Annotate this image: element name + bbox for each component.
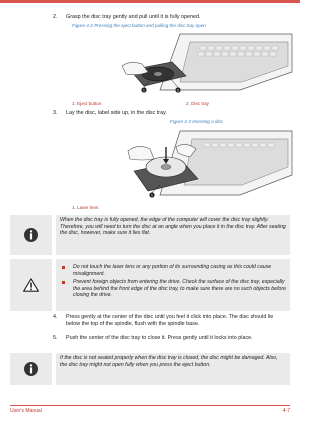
- figure-legend-disc-tray: 2. Disc tray: [186, 101, 209, 106]
- note-icon-box: [10, 215, 52, 255]
- header-rule: [0, 0, 300, 3]
- step-text: Press gently at the center of the disc until you feel it click into place. The disc should lie below the top of the spindle, flush with the spindle base.: [66, 314, 274, 327]
- step-text: Grasp the disc tray gently and pull until it is fully opened.: [66, 14, 201, 20]
- warning-item: [60, 264, 286, 277]
- warning-list: [60, 264, 286, 299]
- step-number: 3.: [53, 110, 58, 116]
- footer-manual-title: User's Manual: [10, 408, 42, 414]
- step-5: [53, 335, 286, 342]
- step-number: 4.: [53, 314, 58, 320]
- info-icon: [23, 227, 39, 243]
- figure-legend-eject-button: 1. Eject button: [72, 101, 102, 106]
- warning-item: [60, 279, 286, 299]
- note-text: If the disc is not seated properly when the disc tray is closed, the disc might be damaged. Also, the disc tray might not open fully when you press the eject button.: [60, 355, 278, 368]
- marker-1: 1: [151, 193, 153, 198]
- figure-legend-laser-lens: 1. Laser lens: [72, 205, 99, 210]
- note-2: [56, 353, 290, 385]
- marker-1: 1: [143, 88, 145, 93]
- step-2: [53, 14, 286, 21]
- figure-eject-tray: [120, 32, 295, 97]
- note-text: When the disc tray is fully opened, the edge of the computer will cover the disc tray slightly. Therefore, you will need to turn the disc at an angle when you place it in the disc tray. After seating the disc, however, make sure it lies flat.: [60, 217, 286, 237]
- figure-caption: Figure 4-3 Inserting a disc: [170, 119, 224, 124]
- step-number: 5.: [53, 335, 58, 341]
- note-1: [56, 215, 290, 255]
- warning-icon-box: [10, 259, 52, 311]
- warning-1: [56, 259, 290, 311]
- step-number: 2.: [53, 14, 58, 20]
- bullet-square: [62, 266, 65, 269]
- note-icon-box: [10, 353, 52, 385]
- figure-caption: Figure 4-2 Pressing the eject button and pulling the disc tray open: [72, 23, 206, 28]
- step-text: Push the center of the disc tray to close it. Press gently until it locks into place.: [66, 335, 253, 341]
- warning-icon: [23, 278, 39, 292]
- step-4: [53, 314, 286, 328]
- figure-inserting-disc: [120, 127, 295, 202]
- footer-page-number: 4-7: [282, 408, 290, 414]
- info-icon: [23, 361, 39, 377]
- step-3: [53, 110, 286, 117]
- bullet-square: [62, 281, 65, 284]
- warning-item-text: Prevent foreign objects from entering the drive. Check the surface of the disc tray, especially the area behind the front edge of the disc tray, to make sure there are no such objects before closing the drive.: [73, 279, 287, 299]
- step-text: Lay the disc, label side up, in the disc tray.: [66, 110, 167, 116]
- footer-rule: [10, 405, 290, 406]
- warning-item-text: Do not touch the laser lens or any portion of its surrounding casing as this could cause misalignment.: [73, 264, 272, 277]
- marker-2: 2: [177, 88, 179, 93]
